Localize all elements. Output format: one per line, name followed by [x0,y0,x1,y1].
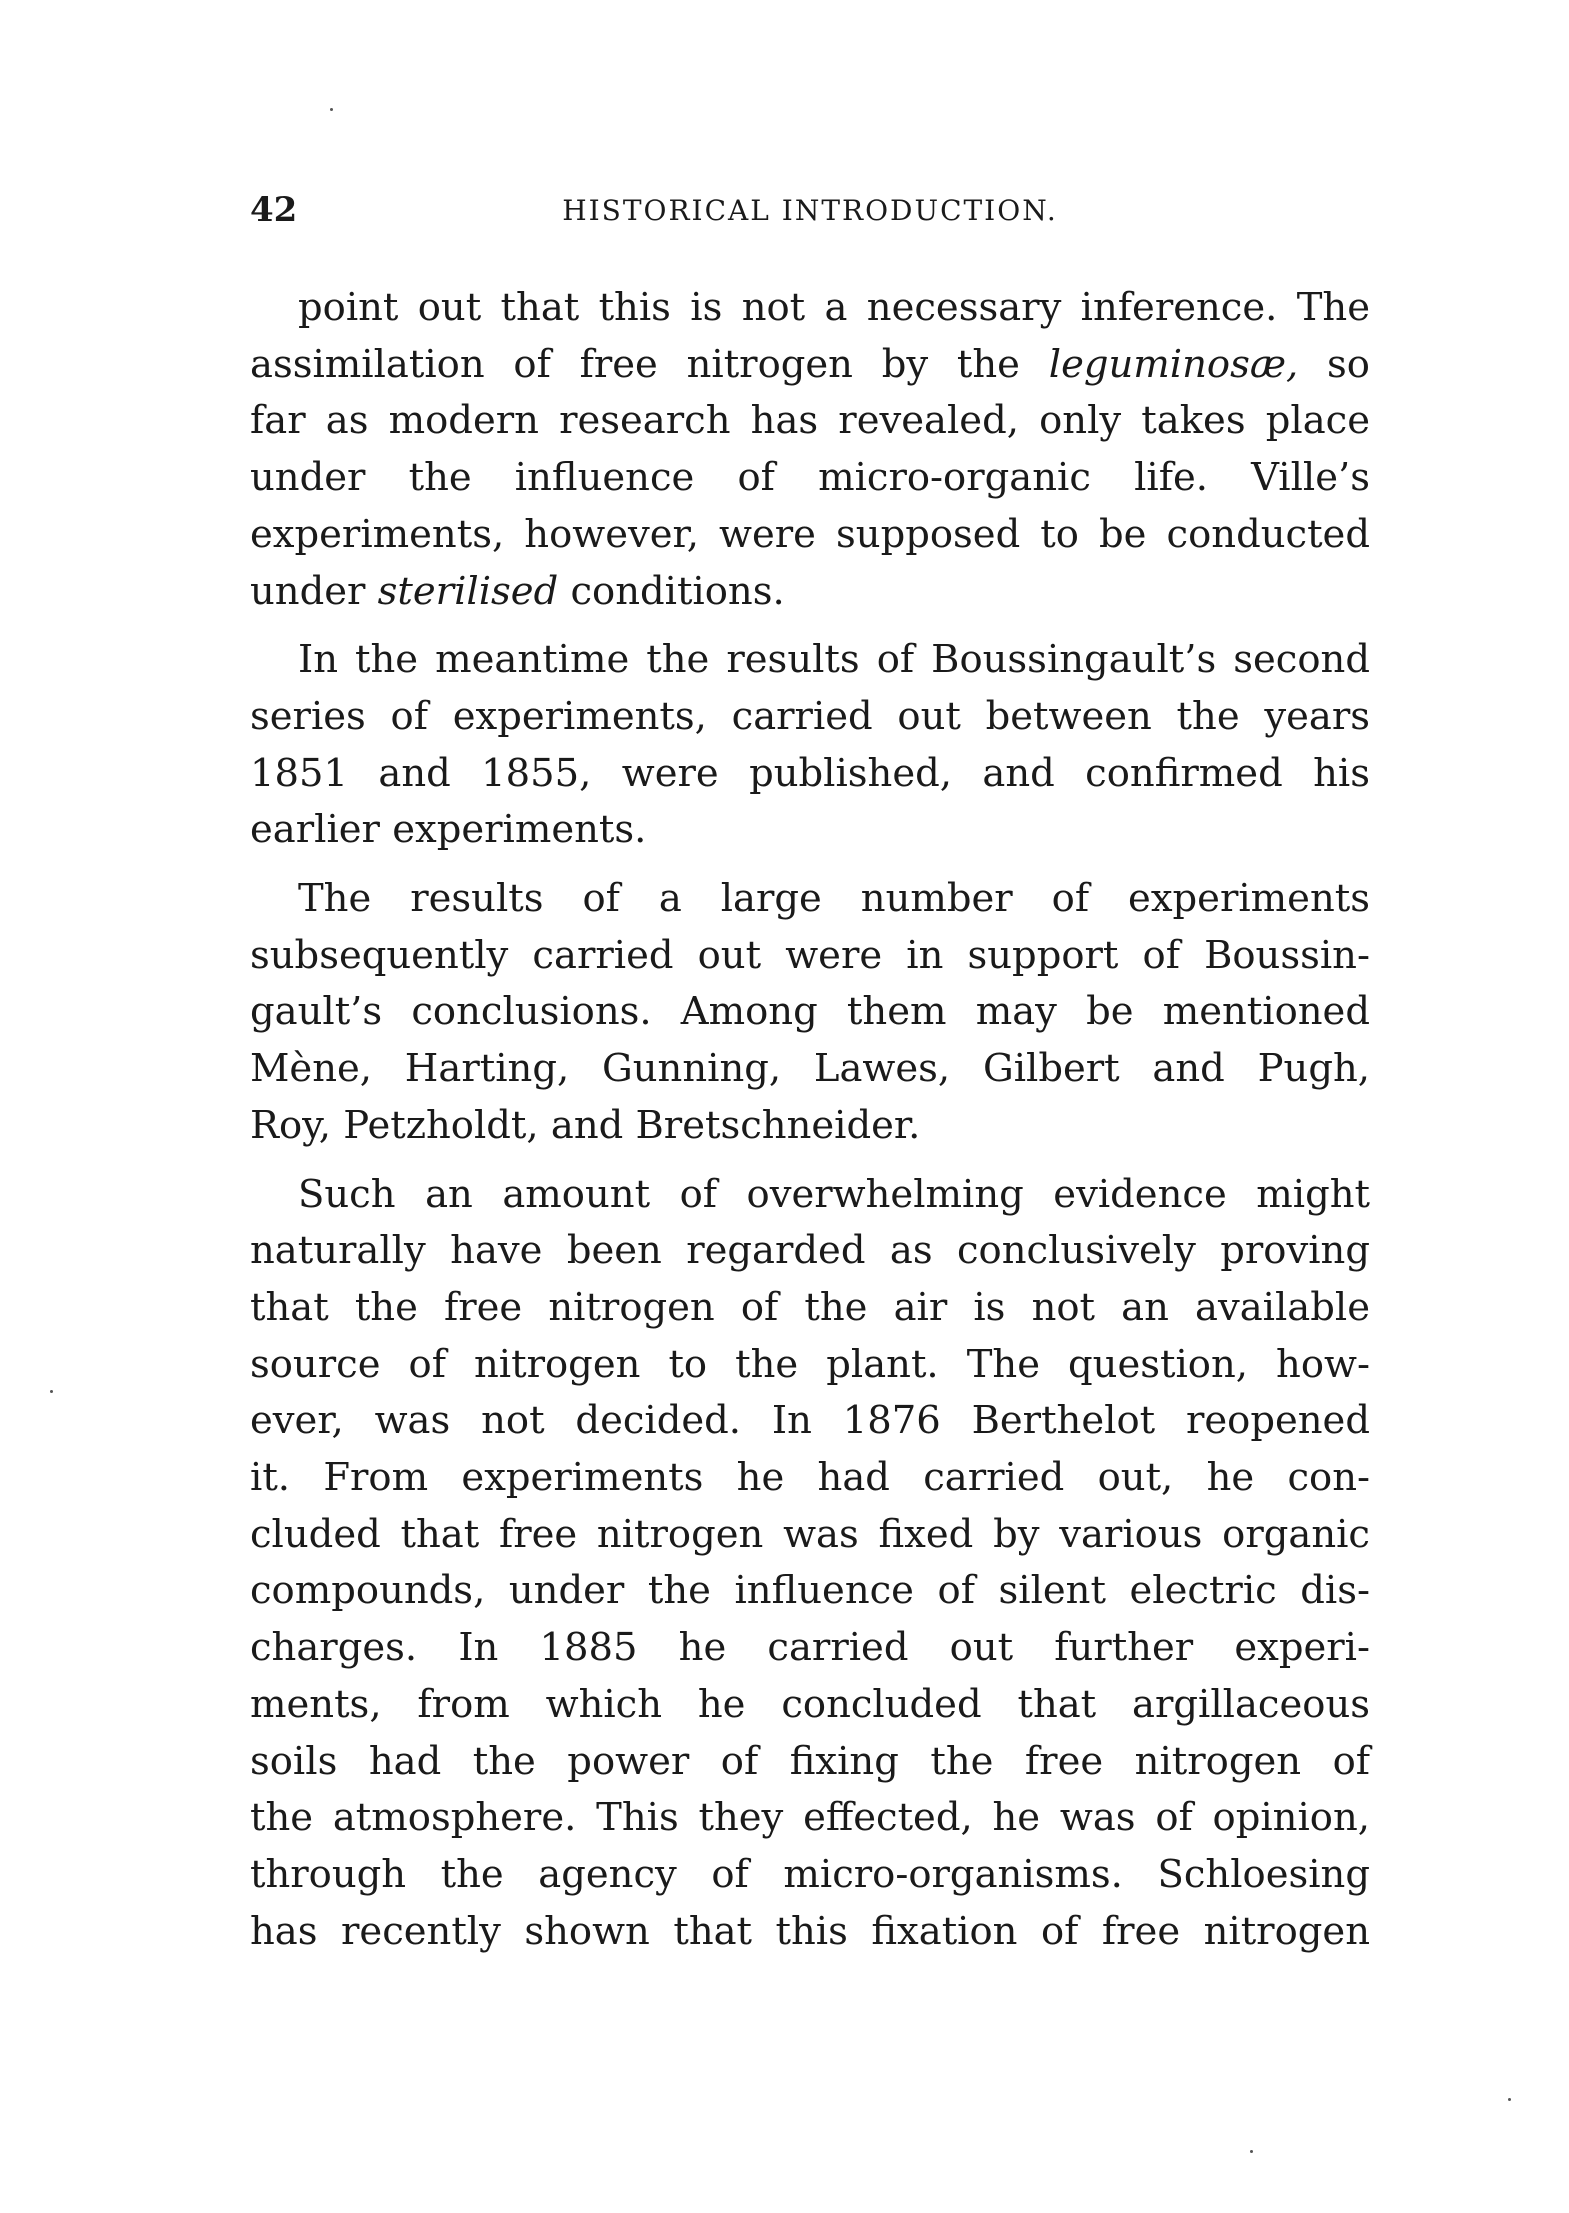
text-segment: the atmosphere. This they effected, he was of opinion, [250,1795,1370,1841]
text-segment: In the meantime the results of Boussingault’s second [298,637,1370,683]
text-segment: has recently shown that this fixation of free nitrogen [250,1908,1370,1954]
text-line [250,1563,1370,1620]
text-segment: 1851 and 1855, were published, and confirmed his [250,750,1370,796]
text-line [250,689,1370,746]
text-line [250,1847,1370,1904]
text-segment: leguminosæ, [1048,341,1299,387]
text-segment: conditions. [558,568,785,614]
text-segment: sterilised [377,568,559,614]
text-segment: under the influence of micro-organic life. Ville’s [250,455,1370,501]
paragraph [250,280,1370,620]
book-page [250,190,1370,1972]
text-segment: it. From experiments he had carried out, he con- [250,1455,1370,1501]
running-head [250,190,1370,240]
text-segment: that the free nitrogen of the air is not an available [250,1284,1370,1330]
text-segment: gault’s conclusions. Among them may be mentioned [250,989,1370,1035]
text-line [250,1337,1370,1394]
paragraph [250,871,1370,1155]
text-segment: through the agency of micro-organisms. Schloesing [250,1851,1370,1897]
text-line [250,1904,1370,1961]
text-line [250,871,1370,928]
text-segment: so [1298,341,1370,387]
text-line [250,928,1370,985]
text-line [250,280,1370,337]
text-line [250,1507,1370,1564]
text-segment: far as modern research has revealed, only takes place [250,398,1370,444]
text-segment: soils had the power of fixing the free nitrogen of [250,1738,1370,1784]
text-segment: earlier experiments. [250,807,647,853]
text-line [250,564,1370,621]
text-line [250,1620,1370,1677]
text-line [250,1450,1370,1507]
text-segment: The results of a large number of experiments [298,876,1370,922]
text-segment: ever, was not decided. In 1876 Berthelot reopened [250,1398,1370,1444]
text-segment: experiments, however, were supposed to be conducted [250,511,1370,557]
text-segment: under [250,568,378,614]
running-title: HISTORICAL INTRODUCTION. [562,194,1058,227]
print-speck [50,1390,53,1393]
text-segment: subsequently carried out were in support of Boussin- [250,932,1370,978]
text-segment: Mène, Harting, Gunning, Lawes, Gilbert and Pugh, [250,1046,1370,1092]
text-line [250,1098,1370,1155]
text-line [250,746,1370,803]
text-segment: Roy, Petzholdt, and Bretschneider. [250,1102,921,1148]
text-segment: naturally have been regarded as conclusively proving [250,1228,1370,1274]
text-line [250,1734,1370,1791]
text-segment: source of nitrogen to the plant. The question, how- [250,1341,1370,1387]
text-line [250,1041,1370,1098]
text-segment: charges. In 1885 he carried out further experi- [250,1625,1370,1671]
page-number: 42 [250,190,298,230]
text-segment: ments, from which he concluded that argillaceous [250,1681,1370,1727]
text-line [250,984,1370,1041]
print-speck [330,108,333,111]
print-speck [1508,2098,1511,2101]
text-line [250,1223,1370,1280]
text-segment: cluded that free nitrogen was fixed by various organic [250,1511,1370,1557]
text-line [250,1280,1370,1337]
text-segment: series of experiments, carried out between the years [250,693,1370,739]
text-line [250,1393,1370,1450]
text-line [250,802,1370,859]
print-speck [1250,2150,1253,2153]
text-line [250,393,1370,450]
text-line [250,632,1370,689]
text-line [250,1167,1370,1224]
text-line [250,1790,1370,1847]
text-segment: assimilation of free nitrogen by the [250,341,1049,387]
paragraph [250,1167,1370,1961]
text-line [250,337,1370,394]
text-line [250,507,1370,564]
body-text [250,280,1370,1960]
paragraph [250,632,1370,859]
text-segment: point out that this is not a necessary inference. The [298,285,1370,330]
text-line [250,450,1370,507]
text-segment: Such an amount of overwhelming evidence might [298,1171,1370,1217]
text-segment: compounds, under the influence of silent electric dis- [250,1568,1370,1614]
text-line [250,1677,1370,1734]
